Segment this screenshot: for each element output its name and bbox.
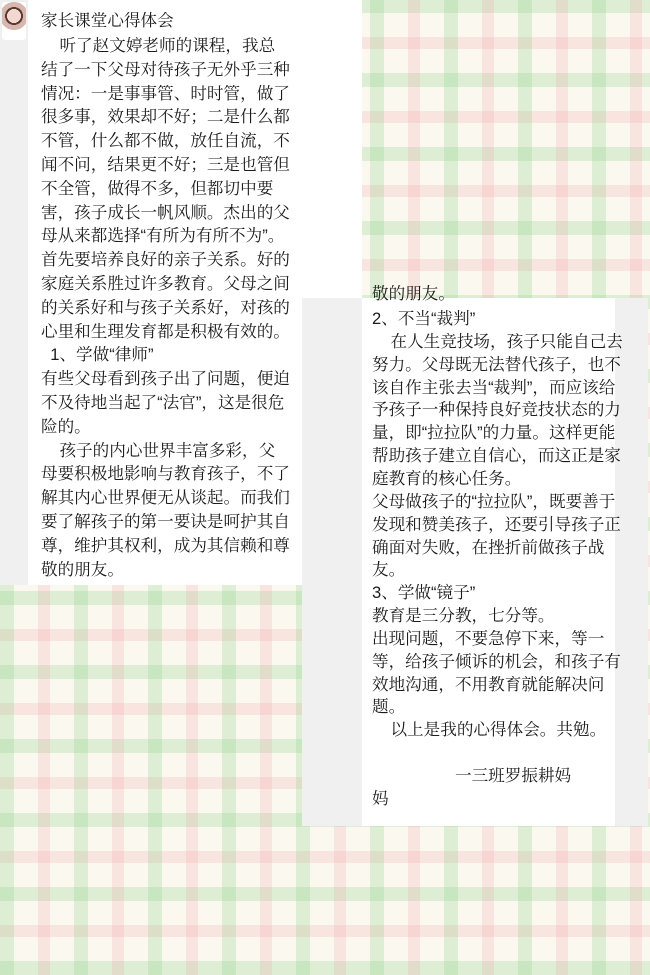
right-message-line: 以上是我的心得体会。共勉。 [372,720,607,740]
left-message-line: 要了解孩子的第一要诀是呵护其自 [41,512,290,531]
right-message-line: 教育是三分教，七分等。 [372,606,555,626]
left-message-line: 害，孩子成长一帆风顺。杰出的父 [41,202,290,222]
left-message-line: 1、学做“律师” [41,345,154,365]
left-message-line: 不及待地当起了“法官”，这是很危 [41,393,285,412]
left-message-line: 家庭关系胜过许多教育。父母之间 [41,274,290,293]
left-message-line: 母要积极地影响与教育孩子，不了 [41,464,290,484]
left-message-line: 解其内心世界便无从谈起。而我们 [41,488,290,508]
right-message-line: 发现和赞美孩子，还要引导孩子正 [372,514,621,534]
right-message-line: 予孩子一种保持良好竞技状态的力 [372,400,621,420]
right-message-line: 题。 [372,697,406,717]
left-message-line: 孩子的内心世界丰富多彩，父 [41,440,276,460]
left-message-line: 首先要培养良好的亲子关系。好的 [41,250,290,270]
right-message-line: 2、不当“裁判” [372,309,476,328]
right-message-line: 3、学做“镜子” [372,583,476,603]
left-message-line: 心里和生理发育都是积极有效的。 [41,321,290,341]
message-title: 家长课堂心得体会 [41,11,174,30]
message-bubble-right[interactable] [362,284,623,826]
right-message-line: 庭教育的核心任务。 [372,468,522,488]
left-message-line: 的关系好和与孩子关系好，对孩的 [41,297,290,317]
left-message-line: 有些父母看到孩子出了问题，便迫 [41,369,290,389]
right-message-line: 努力。父母既无法替代孩子，也不 [372,354,621,374]
left-message-line: 不全管，做得不多，但都切中要 [41,178,274,198]
left-message-line: 险的。 [41,416,91,436]
right-message-line: 出现问题，不要急停下来，等一 [372,628,605,648]
right-message-line: 妈 [372,788,389,808]
right-message-line: 确面对失败，在挫折前做孩子战 [372,537,605,557]
right-message-line: 帮助孩子建立自信心，而这正是家 [372,446,621,466]
left-message-line: 听了赵文婷老师的课程，我总 [41,36,276,55]
left-message-line: 很多事，效果却不好；二是什么都 [41,107,290,127]
left-message-line: 情况：一是事事管、时时管，做了 [41,83,290,103]
left-message-line: 母从来都选择“有所为有所不为”。 [41,226,285,246]
avatar[interactable] [2,2,26,40]
right-message-line: 父母做孩子的“拉拉队”，既要善于 [372,491,616,511]
right-message-line: 等，给孩子倾诉的机会，和孩子有 [372,651,621,671]
right-message-line: 量，即“拉拉队”的力量。这样更能 [372,423,616,443]
left-message-line: 敬的朋友。 [41,559,124,579]
left-message-line: 尊，维护其权利，成为其信赖和尊 [41,535,290,555]
right-message-line: 该自作主张去当“裁判”，而应该给 [372,377,616,397]
right-message-line: 友。 [372,560,406,580]
right-message-line: 一三班罗振耕妈 [372,766,572,785]
left-message-line: 闻不问，结果更不好；三是也管但 [41,155,290,174]
right-message-line: 效地沟通，不用教育就能解决问 [372,674,605,694]
left-message-line: 不管，什么都不做，放任自流，不 [41,131,290,151]
right-message-line: 在人生竞技场，孩子只能自己去 [372,331,623,351]
cut-off-line: 敬的朋友。 [372,284,455,303]
left-message-line: 结了一下父母对待孩子无外乎三种 [41,59,290,79]
